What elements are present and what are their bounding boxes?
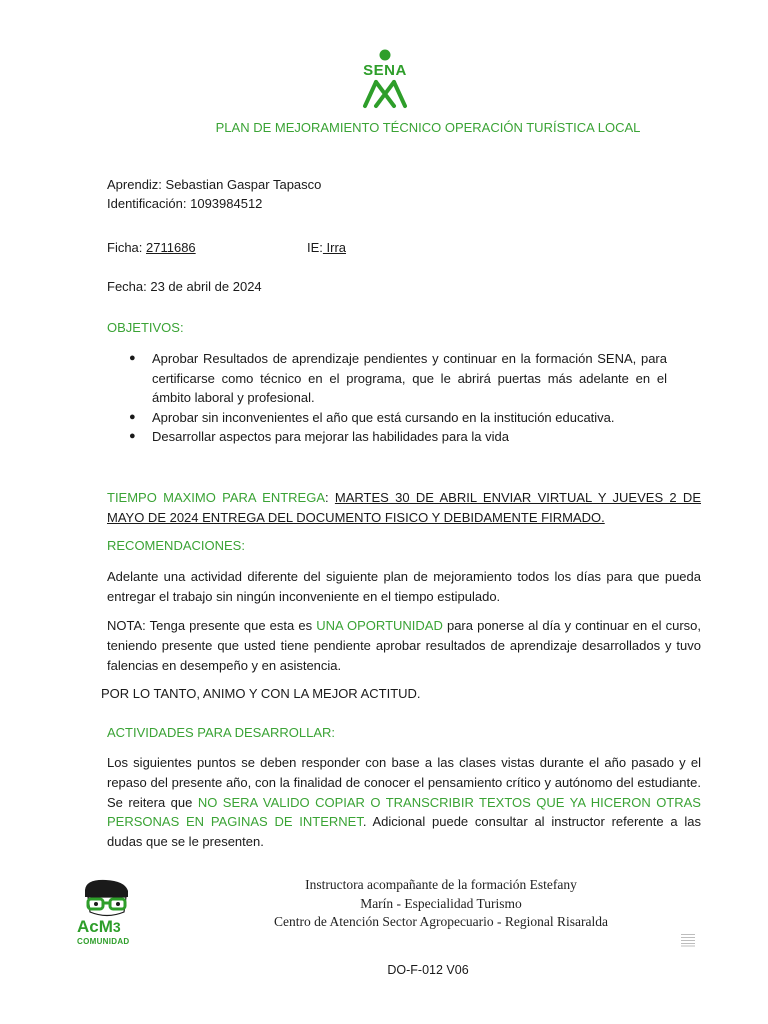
sena-logo-text: SENA <box>363 62 407 79</box>
tiempo-colon: : <box>325 490 335 505</box>
footer-line-3: Centro de Atención Sector Agropecuario - Regional Risaralda <box>273 914 609 929</box>
animo-line: POR LO TANTO, ANIMO Y CON LA MEJOR ACTITUD. <box>101 686 421 701</box>
actividades-highlight: NO SERA VALIDO COPIAR O TRANSCRIBIR TEXTOS QUE YA HICERON OTRAS PERSONAS EN PAGINAS DE INTERNET <box>107 794 701 830</box>
recomendacion-paragraph: Adelante una actividad diferente del siguiente plan de mejoramiento todos los días para que pueda entregar el trabajo sin ningún inconveniente en el tiempo estipulado. <box>107 569 701 604</box>
objetivo-item: ● Aprobar Resultados de aprendizaje pendientes y continuar en la formación SENA, para certificarse como técnico en el programa, que le abrirá puertas más adelante en el ámbito laboral y profesional. <box>107 349 667 408</box>
objetivos-heading: OBJETIVOS: <box>107 320 184 335</box>
footer-instructor-block <box>232 876 650 932</box>
acme-logo-subtext: COMUNIDAD <box>77 937 130 946</box>
acme-logo-text <box>77 918 121 936</box>
nota-highlight: UNA OPORTUNIDAD <box>316 618 443 633</box>
recomendaciones-heading: RECOMENDACIONES: <box>107 538 245 553</box>
ficha-line <box>107 240 196 255</box>
footer-line-2: Marín - Especialidad Turismo <box>360 895 522 911</box>
sena-logo-icon <box>352 48 418 110</box>
tiempo-maximo <box>107 488 701 528</box>
acme-logo-sup: 3 <box>112 919 121 935</box>
acme-comunidad-logo-icon <box>76 878 138 950</box>
aprendiz-line: Aprendiz: Sebastian Gaspar Tapasco <box>107 177 322 192</box>
objetivos-list <box>107 349 667 447</box>
document-code: DO-F-012 V06 <box>387 963 469 977</box>
actividades-text-start: Los siguientes puntos se deben responder con base a las clases vistas durante el año pasado y el repaso del presente año, con la finalidad de conocer el pensamiento crítico y autónomo del estudiante. Se reitera que <box>107 755 701 810</box>
ficha-label: Ficha: <box>107 240 147 255</box>
actividades-paragraph <box>107 753 701 852</box>
actividades-heading: ACTIVIDADES PARA DESARROLLAR: <box>107 725 336 740</box>
nota-text-start: NOTA: Tenga presente que esta es <box>107 618 317 633</box>
acme-logo-wordmark: AcM <box>77 917 113 936</box>
document-lines-icon <box>680 933 696 947</box>
ficha-value: 2711686 <box>146 240 196 255</box>
document-title: PLAN DE MEJORAMIENTO TÉCNICO OPERACIÓN TURÍSTICA LOCAL <box>215 120 641 135</box>
ie-label: IE: <box>307 240 323 255</box>
objetivo-item: ● Aprobar sin inconvenientes el año que está cursando en la institución educativa. <box>107 408 667 428</box>
footer-line-1: Instructora acompañante de la formación Estefany <box>305 877 577 892</box>
fecha-line: Fecha: 23 de abril de 2024 <box>107 279 262 294</box>
actividades-text-end: . Adicional puede consultar al instructor referente a las dudas que se le presenten. <box>107 814 701 850</box>
objetivo-item: ● Desarrollar aspectos para mejorar las habilidades para la vida <box>107 427 667 447</box>
nota-text-end: para ponerse al día y continuar en el curso, teniendo presente que usted tiene pendiente aprobar resultados de aprendizaje desarrollados y tuvo falencias en desempeño y en asistencia. <box>107 618 701 673</box>
identificacion-line: Identificación: 1093984512 <box>107 196 263 211</box>
nota-paragraph <box>107 616 701 675</box>
tiempo-value: MARTES 30 DE ABRIL ENVIAR VIRTUAL Y JUEVES 2 DE MAYO DE 2024 ENTREGA DEL DOCUMENTO FISICO Y DEBIDAMENTE FIRMADO. <box>107 490 701 525</box>
tiempo-label: TIEMPO MAXIMO PARA ENTREGA <box>107 490 325 505</box>
ie-line <box>307 240 346 255</box>
ie-value: Irra <box>322 240 347 255</box>
